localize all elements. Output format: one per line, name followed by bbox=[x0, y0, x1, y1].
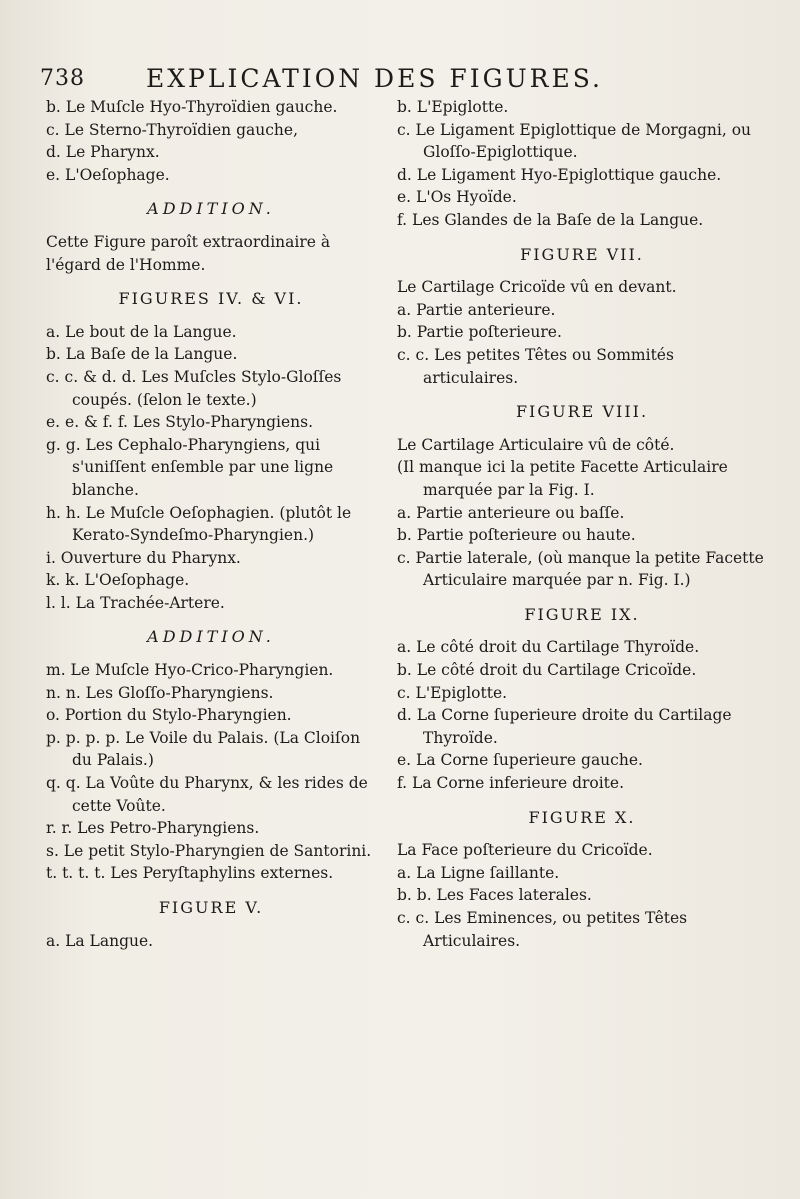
legend-entry: b. Le côté droit du Cartilage Cricoïde. bbox=[397, 661, 697, 680]
legend-entry: a. Le bout de la Langue. bbox=[46, 322, 237, 341]
legend-entry: l. l. La Trachée-Artere. bbox=[46, 593, 225, 612]
legend-entry: a. La Ligne ſaillante. bbox=[397, 863, 560, 882]
legend-entry: b. La Baſe de la Langue. bbox=[46, 345, 238, 364]
legend-entry: s. Le petit Stylo-Pharyngien de Santorini. bbox=[46, 841, 372, 860]
legend-entry: i. Ouverture du Pharynx. bbox=[46, 548, 241, 567]
legend-entry: a. Partie anterieure. bbox=[397, 300, 556, 319]
legend-entry: f. La Corne inferieure droite. bbox=[397, 774, 625, 793]
legend-entry: q. q. La Voûte du Pharynx, & les rides de cette Voûte. bbox=[46, 774, 368, 815]
figure-10-entries bbox=[397, 862, 767, 952]
legend-entry: a. Le côté droit du Cartilage Thyroïde. bbox=[397, 638, 700, 657]
legend-entry: c. c. Les Eminences, ou petites Têtes Articulaires. bbox=[397, 909, 688, 950]
legend-entry: r. r. Les Petro-Pharyngiens. bbox=[46, 819, 260, 838]
legend-entry: d. Le Ligament Hyo-Epiglottique gauche. bbox=[397, 165, 722, 184]
figure-8-heading: FIGURE VIII. bbox=[515, 402, 649, 422]
legend-entry: b. Partie poſterieure ou haute. bbox=[397, 526, 636, 545]
legend-entry: p. p. p. p. Le Voile du Palais. (La Cloiſon du Palais.) bbox=[46, 728, 361, 770]
legend-entry: m. Le Muſcle Hyo-Crico-Pharyngien. bbox=[46, 661, 334, 680]
legend-entry: e. L'Os Hyoïde. bbox=[397, 188, 517, 207]
legend-entry: g. g. Les Cephalo-Pharyngiens, qui s'uniſſent enſemble par une ligne blanche. bbox=[46, 435, 334, 499]
legend-entry: d. La Corne ſuperieure droite du Cartilage Thyroïde. bbox=[397, 706, 732, 747]
legend-entry: o. Portion du Stylo-Pharyngien. bbox=[46, 706, 292, 725]
legend-entry: c. c. Les petites Têtes ou Sommités articulaires. bbox=[397, 345, 674, 387]
addition-heading-2: ADDITION. bbox=[147, 627, 275, 647]
running-header: EXPLICATION DES FIGURES. bbox=[146, 64, 603, 93]
legend-entry: e. La Corne ſuperieure gauche. bbox=[397, 751, 643, 770]
legend-entry: n. n. Les Gloſſo-Pharyngiens. bbox=[46, 683, 274, 702]
figure-8-note: (Il manque ici la petite Facette Articulaire marquée par la Fig. I. bbox=[397, 458, 728, 499]
legend-entry: a. La Langue. bbox=[46, 931, 154, 950]
addition-text-1: Cette Figure paroît extraordinaire à l'égard de l'Homme. bbox=[46, 232, 331, 274]
figure-8-entries bbox=[397, 502, 767, 592]
figure-7-entries bbox=[397, 299, 767, 389]
left-top-entries bbox=[46, 96, 376, 186]
figure-9-entries bbox=[397, 636, 767, 794]
legend-entry: a. Partie anterieure ou baſſe. bbox=[397, 503, 625, 522]
legend-entry: e. e. & f. f. Les Stylo-Pharyngiens. bbox=[46, 413, 314, 432]
legend-entry: c. L'Epiglotte. bbox=[397, 683, 508, 702]
legend-entry: b. b. Les Faces laterales. bbox=[397, 886, 592, 905]
right-top-entries bbox=[397, 96, 767, 232]
figures-4-6-entries bbox=[46, 321, 376, 615]
legend-entry: c. c. & d. d. Les Muſcles Stylo-Gloſſes coupés. (ſelon le texte.) bbox=[46, 367, 342, 409]
legend-entry: d. Le Pharynx. bbox=[46, 143, 160, 162]
figure-5-entries bbox=[46, 930, 376, 953]
figure-7-heading: FIGURE VII. bbox=[520, 244, 644, 264]
legend-entry: c. Partie laterale, (où manque la petite Facette Articulaire marquée par n. Fig. I.) bbox=[397, 548, 764, 590]
figures-4-6-heading: FIGURES IV. & VI. bbox=[118, 289, 304, 309]
addition-entries-2 bbox=[46, 659, 376, 885]
legend-entry: h. h. Le Muſcle Oeſophagien. (plutôt le Kerato-Syndeſmo-Pharyngien.) bbox=[46, 503, 352, 545]
figure-7-intro: Le Cartilage Cricoïde vû en devant. bbox=[397, 278, 677, 297]
left-column bbox=[46, 96, 376, 952]
legend-entry: f. Les Glandes de la Baſe de la Langue. bbox=[397, 210, 704, 229]
legend-entry: t. t. t. t. Les Peryſtaphylins externes. bbox=[46, 864, 334, 883]
figure-8-intro: Le Cartilage Articulaire vû de côté. bbox=[397, 435, 675, 454]
figure-10-heading: FIGURE X. bbox=[528, 807, 636, 827]
figure-5-heading: FIGURE V. bbox=[158, 898, 264, 917]
legend-entry: k. k. L'Oeſophage. bbox=[46, 571, 190, 590]
legend-entry: b. Partie poſterieure. bbox=[397, 323, 562, 342]
right-column bbox=[397, 96, 767, 952]
legend-entry: e. L'Oeſophage. bbox=[46, 165, 170, 184]
page-number: 738 bbox=[40, 66, 85, 91]
figure-9-heading: FIGURE IX. bbox=[524, 604, 640, 624]
legend-entry: b. L'Epiglotte. bbox=[397, 98, 509, 116]
addition-heading-1: ADDITION. bbox=[147, 199, 275, 219]
legend-entry: b. Le Muſcle Hyo-Thyroïdien gauche. bbox=[46, 98, 338, 116]
legend-entry: c. Le Sterno-Thyroïdien gauche, bbox=[46, 120, 299, 139]
figure-10-intro: La Face poſterieure du Cricoïde. bbox=[397, 841, 653, 860]
legend-entry: c. Le Ligament Epiglottique de Morgagni, ou Gloſſo-Epiglottique. bbox=[397, 120, 752, 162]
